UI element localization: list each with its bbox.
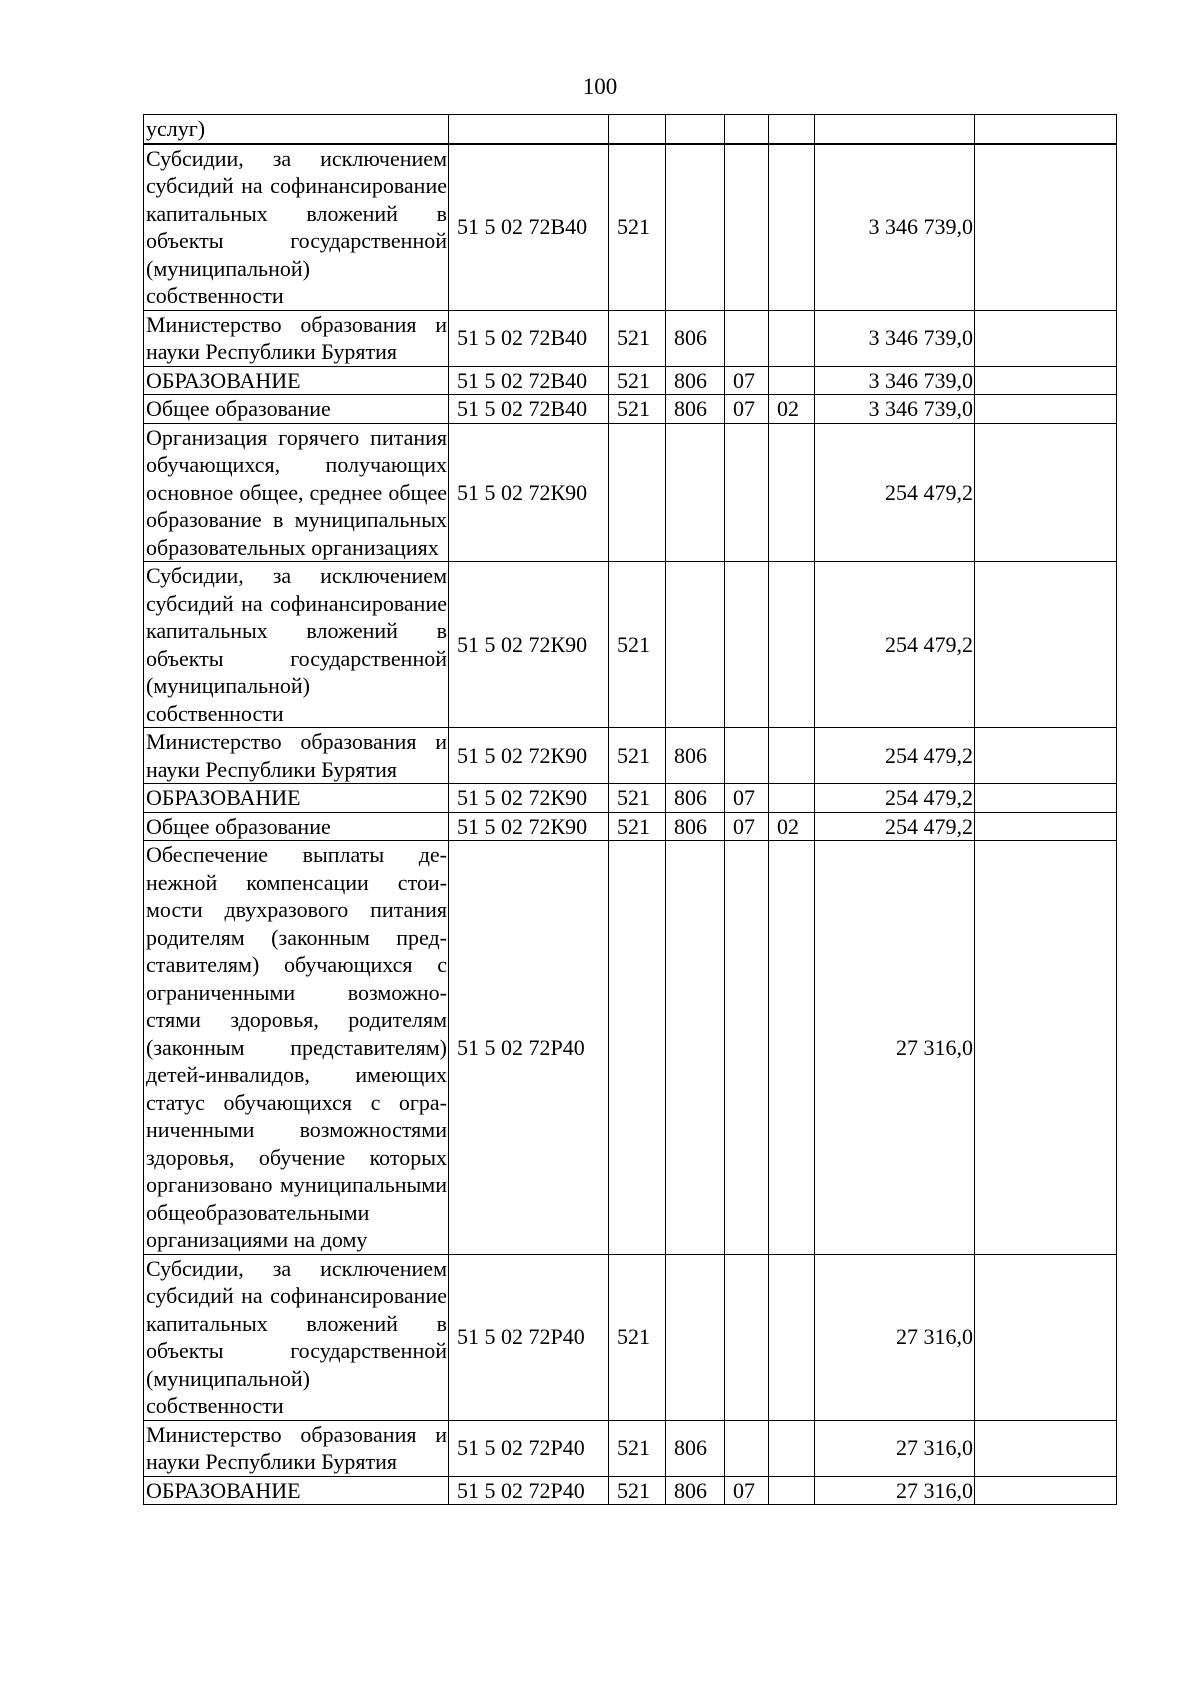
- table-body: [144, 115, 1117, 1505]
- amount-cell: 27 316,0: [815, 1476, 975, 1505]
- subsection-cell: [769, 115, 815, 144]
- amount-cell: 254 479,2: [815, 728, 975, 784]
- target-code-cell: 51 5 02 72Р40: [449, 1254, 609, 1420]
- page-number: 100: [582, 74, 618, 99]
- extra-amount-cell: [975, 144, 1117, 311]
- ministry-code-cell: 806: [666, 395, 725, 424]
- amount-cell: 254 479,2: [815, 562, 975, 728]
- section-cell: [725, 144, 769, 311]
- section-cell: [725, 728, 769, 784]
- extra-amount-cell: [975, 1420, 1117, 1476]
- subsection-cell: [769, 841, 815, 1255]
- table-row: [144, 841, 1117, 1255]
- amount-cell: 254 479,2: [815, 423, 975, 562]
- amount-cell: 27 316,0: [815, 1254, 975, 1420]
- amount-cell: 3 346 739,0: [815, 310, 975, 366]
- expense-type-cell: 521: [609, 144, 666, 311]
- row-name-cell: Общее образование: [144, 395, 449, 424]
- target-code-cell: [449, 115, 609, 144]
- row-name-cell: ОБРАЗОВАНИЕ: [144, 784, 449, 813]
- row-name-cell: Организация горячего питания обучающихся, получающих основное общее, среднее общее образование в муниципальных образовательных организациях: [144, 423, 449, 562]
- section-cell: 07: [725, 366, 769, 395]
- amount-cell: 254 479,2: [815, 784, 975, 813]
- ministry-code-cell: 806: [666, 728, 725, 784]
- ministry-code-cell: [666, 1254, 725, 1420]
- expense-type-cell: 521: [609, 366, 666, 395]
- ministry-code-cell: [666, 115, 725, 144]
- expense-type-cell: [609, 841, 666, 1255]
- extra-amount-cell: [975, 395, 1117, 424]
- ministry-code-cell: 806: [666, 784, 725, 813]
- section-cell: 07: [725, 395, 769, 424]
- amount-cell: 27 316,0: [815, 841, 975, 1255]
- row-name-cell: Министерство образования и науки Республики Бурятия: [144, 310, 449, 366]
- row-name-cell: Субсидии, за исключением субсидий на софинансирование капитальных вложений в объекты государственной (муниципальной) собственности: [144, 144, 449, 311]
- amount-cell: 3 346 739,0: [815, 366, 975, 395]
- target-code-cell: 51 5 02 72Р40: [449, 1420, 609, 1476]
- row-name-cell: Субсидии, за исключением субсидий на софинансирование капитальных вложений в объекты государственной (муниципальной) собственности: [144, 1254, 449, 1420]
- extra-amount-cell: [975, 423, 1117, 562]
- expense-type-cell: [609, 423, 666, 562]
- extra-amount-cell: [975, 728, 1117, 784]
- expense-type-cell: 521: [609, 1420, 666, 1476]
- table-row: [144, 784, 1117, 813]
- target-code-cell: 51 5 02 72В40: [449, 144, 609, 311]
- subsection-cell: [769, 1476, 815, 1505]
- expense-type-cell: 521: [609, 812, 666, 841]
- subsection-cell: [769, 144, 815, 311]
- target-code-cell: 51 5 02 72К90: [449, 728, 609, 784]
- extra-amount-cell: [975, 310, 1117, 366]
- target-code-cell: 51 5 02 72В40: [449, 310, 609, 366]
- subsection-cell: [769, 1254, 815, 1420]
- subsection-cell: [769, 310, 815, 366]
- extra-amount-cell: [975, 841, 1117, 1255]
- ministry-code-cell: 806: [666, 1476, 725, 1505]
- table-row: [144, 1476, 1117, 1505]
- table-row: [144, 812, 1117, 841]
- expense-type-cell: 521: [609, 395, 666, 424]
- section-cell: [725, 115, 769, 144]
- row-name-cell: Обеспечение выплаты денежной компенсации стоимости двухразового питания родителям (законным представителям) обучающихся с ограниченными возможностями здоровья, родителям (законным представителям) детей-инвалидов, имеющих статус обучающихся с ограниченными возможностями здоровья, обучение которых организовано муниципальными общеобразовательными организациями на дому: [144, 841, 449, 1255]
- expense-type-cell: 521: [609, 728, 666, 784]
- row-name-cell: Субсидии, за исключением субсидий на софинансирование капитальных вложений в объекты государственной (муниципальной) собственности: [144, 562, 449, 728]
- table-row: [144, 310, 1117, 366]
- table-row: [144, 562, 1117, 728]
- subsection-cell: 02: [769, 812, 815, 841]
- expense-type-cell: 521: [609, 310, 666, 366]
- expense-type-cell: [609, 115, 666, 144]
- table-row: [144, 395, 1117, 424]
- expense-type-cell: 521: [609, 562, 666, 728]
- section-cell: [725, 1420, 769, 1476]
- section-cell: 07: [725, 812, 769, 841]
- target-code-cell: 51 5 02 72Р40: [449, 1476, 609, 1505]
- ministry-code-cell: [666, 144, 725, 311]
- table-row: [144, 115, 1117, 144]
- target-code-cell: 51 5 02 72К90: [449, 562, 609, 728]
- section-cell: [725, 841, 769, 1255]
- table-row: [144, 366, 1117, 395]
- target-code-cell: 51 5 02 72Р40: [449, 841, 609, 1255]
- row-name-cell: ОБРАЗОВАНИЕ: [144, 366, 449, 395]
- row-name-cell: ОБРАЗОВАНИЕ: [144, 1476, 449, 1505]
- amount-cell: 27 316,0: [815, 1420, 975, 1476]
- subsection-cell: [769, 562, 815, 728]
- ministry-code-cell: 806: [666, 310, 725, 366]
- extra-amount-cell: [975, 1254, 1117, 1420]
- target-code-cell: 51 5 02 72К90: [449, 812, 609, 841]
- table-row: [144, 1420, 1117, 1476]
- ministry-code-cell: [666, 841, 725, 1255]
- expense-type-cell: 521: [609, 784, 666, 813]
- ministry-code-cell: [666, 562, 725, 728]
- section-cell: 07: [725, 784, 769, 813]
- subsection-cell: 02: [769, 395, 815, 424]
- row-name-cell: Министерство образования и науки Республики Бурятия: [144, 1420, 449, 1476]
- row-name-cell: Министерство образования и науки Республики Бурятия: [144, 728, 449, 784]
- table-row: [144, 144, 1117, 311]
- subsection-cell: [769, 366, 815, 395]
- table-row: [144, 728, 1117, 784]
- budget-table: [143, 114, 1117, 1505]
- table-row: [144, 423, 1117, 562]
- ministry-code-cell: 806: [666, 1420, 725, 1476]
- extra-amount-cell: [975, 784, 1117, 813]
- section-cell: [725, 1254, 769, 1420]
- extra-amount-cell: [975, 366, 1117, 395]
- table-row: [144, 1254, 1117, 1420]
- ministry-code-cell: 806: [666, 366, 725, 395]
- extra-amount-cell: [975, 115, 1117, 144]
- subsection-cell: [769, 728, 815, 784]
- amount-cell: 3 346 739,0: [815, 395, 975, 424]
- extra-amount-cell: [975, 562, 1117, 728]
- target-code-cell: 51 5 02 72К90: [449, 423, 609, 562]
- subsection-cell: [769, 784, 815, 813]
- extra-amount-cell: [975, 812, 1117, 841]
- section-cell: [725, 310, 769, 366]
- ministry-code-cell: 806: [666, 812, 725, 841]
- target-code-cell: 51 5 02 72К90: [449, 784, 609, 813]
- row-name-cell: Общее образование: [144, 812, 449, 841]
- subsection-cell: [769, 1420, 815, 1476]
- section-cell: 07: [725, 1476, 769, 1505]
- target-code-cell: 51 5 02 72В40: [449, 366, 609, 395]
- row-name-cell: услуг): [144, 115, 449, 144]
- amount-cell: 3 346 739,0: [815, 144, 975, 311]
- section-cell: [725, 423, 769, 562]
- target-code-cell: 51 5 02 72В40: [449, 395, 609, 424]
- amount-cell: [815, 115, 975, 144]
- section-cell: [725, 562, 769, 728]
- expense-type-cell: 521: [609, 1254, 666, 1420]
- expense-type-cell: 521: [609, 1476, 666, 1505]
- extra-amount-cell: [975, 1476, 1117, 1505]
- ministry-code-cell: [666, 423, 725, 562]
- amount-cell: 254 479,2: [815, 812, 975, 841]
- subsection-cell: [769, 423, 815, 562]
